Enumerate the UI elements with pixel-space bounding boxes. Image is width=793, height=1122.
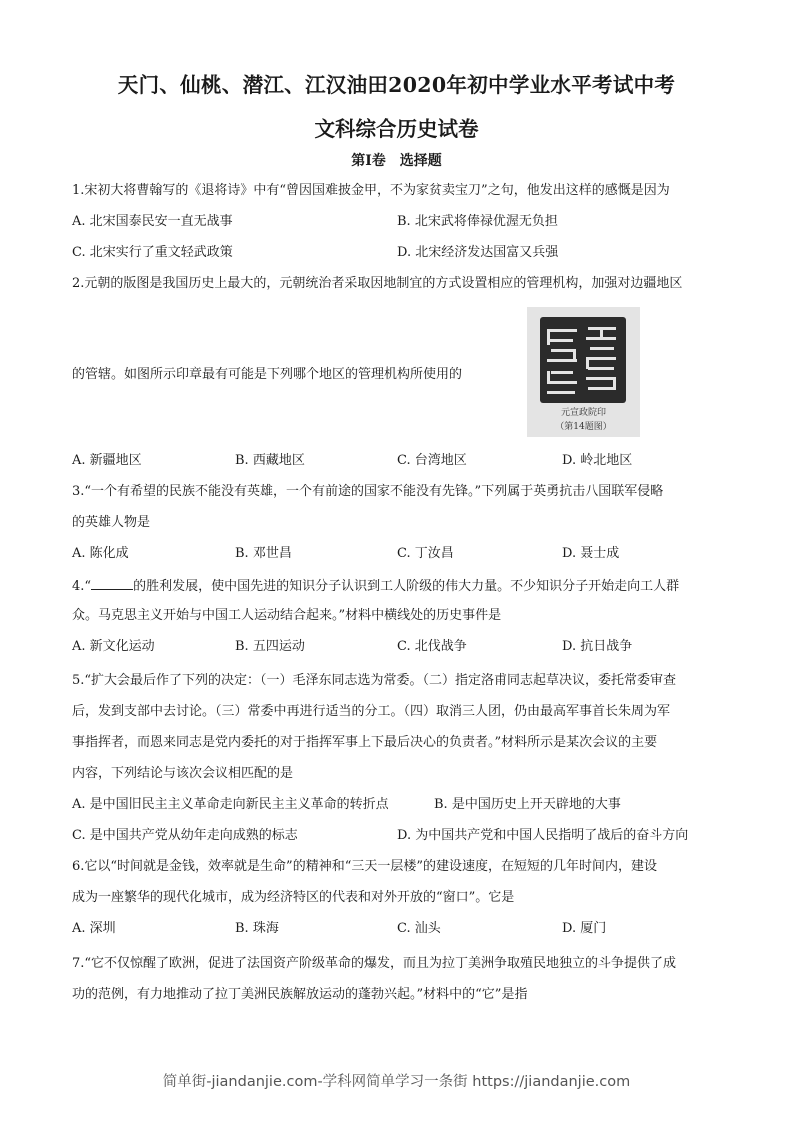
- option-label: A.: [72, 797, 86, 812]
- option-text: 厦门: [580, 921, 607, 936]
- option-text: 陈化成: [89, 546, 129, 561]
- option-label: D.: [562, 639, 577, 654]
- option-text: 汕头: [414, 921, 441, 936]
- option-a: [72, 921, 116, 937]
- exam-subtitle: 文科综合历史试卷: [314, 117, 479, 141]
- question-text: 的英雄人物是: [72, 515, 151, 530]
- option-text: 北伐战争: [414, 639, 467, 654]
- option-label: A.: [72, 453, 86, 468]
- option-label: B.: [397, 214, 411, 229]
- option-a: [72, 797, 389, 813]
- option-text: 北宋经济发达国富又兵强: [415, 245, 559, 260]
- option-label: B.: [235, 921, 249, 936]
- option-label: D.: [562, 546, 577, 561]
- option-text: 新疆地区: [89, 453, 142, 468]
- option-d: [562, 453, 632, 469]
- option-b: [235, 453, 305, 469]
- option-text: 是中国旧民主主义革命走向新民主主义革命的转折点: [89, 797, 389, 812]
- option-a: [72, 639, 155, 655]
- question-continuation: 的胜利发展，使中国先进的知识分子认识到工人阶级的伟大力量。不少知识分子开始走向工人群: [133, 579, 680, 594]
- question-text: 3.“一个有希望的民族不能没有英雄，一个有前途的国家不能没有先锋。”下列属于英勇抗击八国联军侵略: [72, 484, 664, 499]
- option-c: [397, 921, 441, 937]
- question-text: 事指挥者，而恩来同志是党内委托的对于指挥军事上下最后决心的负责者。”材料所示是某次会议的主要: [72, 735, 658, 750]
- option-label: C.: [397, 546, 411, 561]
- option-label: A.: [72, 639, 86, 654]
- option-label: A.: [72, 214, 86, 229]
- option-label: C.: [397, 921, 411, 936]
- option-text: 是中国历史上开天辟地的大事: [451, 797, 621, 812]
- option-text: 北宋实行了重文轻武政策: [89, 245, 233, 260]
- option-c: [72, 828, 298, 844]
- option-text: 聂士成: [580, 546, 620, 561]
- option-text: 新文化运动: [89, 639, 155, 654]
- exam-title: 天门、仙桃、潜江、江汉油田2020年初中学业水平考试中考: [117, 73, 676, 97]
- option-label: D.: [397, 245, 412, 260]
- figure-caption: 元宣政院印: [560, 408, 606, 418]
- option-label: A.: [72, 546, 86, 561]
- option-c: [397, 453, 467, 469]
- option-a: [72, 214, 233, 230]
- option-d: [562, 921, 606, 937]
- option-text: 珠海: [252, 921, 279, 936]
- seal-figure: [527, 307, 640, 437]
- option-text: 丁汝昌: [414, 546, 454, 561]
- seal-stamp-image: [540, 317, 626, 403]
- option-label: D.: [562, 921, 577, 936]
- option-text: 抗日战争: [580, 639, 633, 654]
- option-d: [562, 546, 619, 562]
- option-d: [397, 245, 558, 261]
- question-text: [72, 577, 679, 595]
- section-heading: 第Ⅰ卷 选择题: [351, 153, 442, 169]
- option-text: 台湾地区: [414, 453, 467, 468]
- question-text: 内容，下列结论与该次会议相匹配的是: [72, 766, 294, 781]
- option-b: [235, 546, 292, 562]
- question-text: 众。马克思主义开始与中国工人运动结合起来。”材料中横线处的历史事件是: [72, 608, 502, 623]
- option-label: B.: [235, 639, 249, 654]
- option-text: 为中国共产党和中国人民指明了战后的奋斗方向: [415, 828, 689, 843]
- option-c: [397, 546, 454, 562]
- option-label: B.: [235, 546, 249, 561]
- figure-number: （第14题图）: [555, 422, 612, 432]
- question-text: 1.宋初大将曹翰写的《退将诗》中有“曾因国难披金甲，不为家贫卖宝刀”之句，他发出这样的感慨是因为: [72, 183, 670, 198]
- question-text: 6.它以“时间就是金钱，效率就是生命”的精神和“三天一层楼”的建设速度，在短短的几年时间内，建设: [72, 859, 657, 874]
- option-d: [397, 828, 688, 844]
- option-a: [72, 546, 129, 562]
- page-footer-watermark: 简单街-jiandanjie.com-学科网简单学习一条街 https://jiandanjie.com: [162, 1074, 631, 1090]
- option-a: [72, 453, 142, 469]
- option-text: 西藏地区: [252, 453, 305, 468]
- option-text: 北宋国泰民安一直无战事: [89, 214, 233, 229]
- option-d: [562, 639, 632, 655]
- question-text: 5.“扩大会最后作了下列的决定：（一）毛泽东同志选为常委。（二）指定洛甫同志起草决议，委托常委审查: [72, 673, 677, 688]
- fill-in-blank: [91, 577, 133, 590]
- option-label: D.: [562, 453, 577, 468]
- option-label: A.: [72, 921, 86, 936]
- option-text: 邓世昌: [252, 546, 292, 561]
- question-prefix: 4.“: [72, 579, 92, 594]
- option-text: 是中国共产党从幼年走向成熟的标志: [89, 828, 298, 843]
- option-label: C.: [397, 639, 411, 654]
- option-b: [397, 214, 558, 230]
- option-text: 岭北地区: [580, 453, 633, 468]
- question-text: 2.元朝的版图是我国历史上最大的，元朝统治者采取因地制宜的方式设置相应的管理机构，加强对边疆地区: [72, 276, 683, 291]
- question-text: 成为一座繁华的现代化城市，成为经济特区的代表和对外开放的“窗口”。它是: [72, 890, 515, 905]
- question-text: 7.“它不仅惊醒了欧洲，促进了法国资产阶级革命的爆发，而且为拉丁美洲争取殖民地独立的斗争提供了成: [72, 956, 677, 971]
- option-label: C.: [397, 453, 411, 468]
- option-c: [397, 639, 467, 655]
- question-text: 后，发到支部中去讨论。（三）常委中再进行适当的分工。（四）取消三人团，仍由最高军事首长朱周为军: [72, 704, 671, 719]
- question-text: 的管辖。如图所示印章最有可能是下列哪个地区的管理机构所使用的: [72, 367, 463, 382]
- option-text: 深圳: [89, 921, 116, 936]
- option-label: D.: [397, 828, 412, 843]
- option-c: [72, 245, 233, 261]
- option-label: B.: [434, 797, 448, 812]
- question-text: 功的范例，有力地推动了拉丁美洲民族解放运动的蓬勃兴起。”材料中的“它”是指: [72, 987, 528, 1002]
- option-label: C.: [72, 245, 86, 260]
- option-b: [434, 797, 621, 813]
- option-label: C.: [72, 828, 86, 843]
- option-b: [235, 921, 279, 937]
- option-text: 五四运动: [252, 639, 305, 654]
- option-b: [235, 639, 305, 655]
- option-label: B.: [235, 453, 249, 468]
- option-text: 北宋武将俸禄优渥无负担: [414, 214, 558, 229]
